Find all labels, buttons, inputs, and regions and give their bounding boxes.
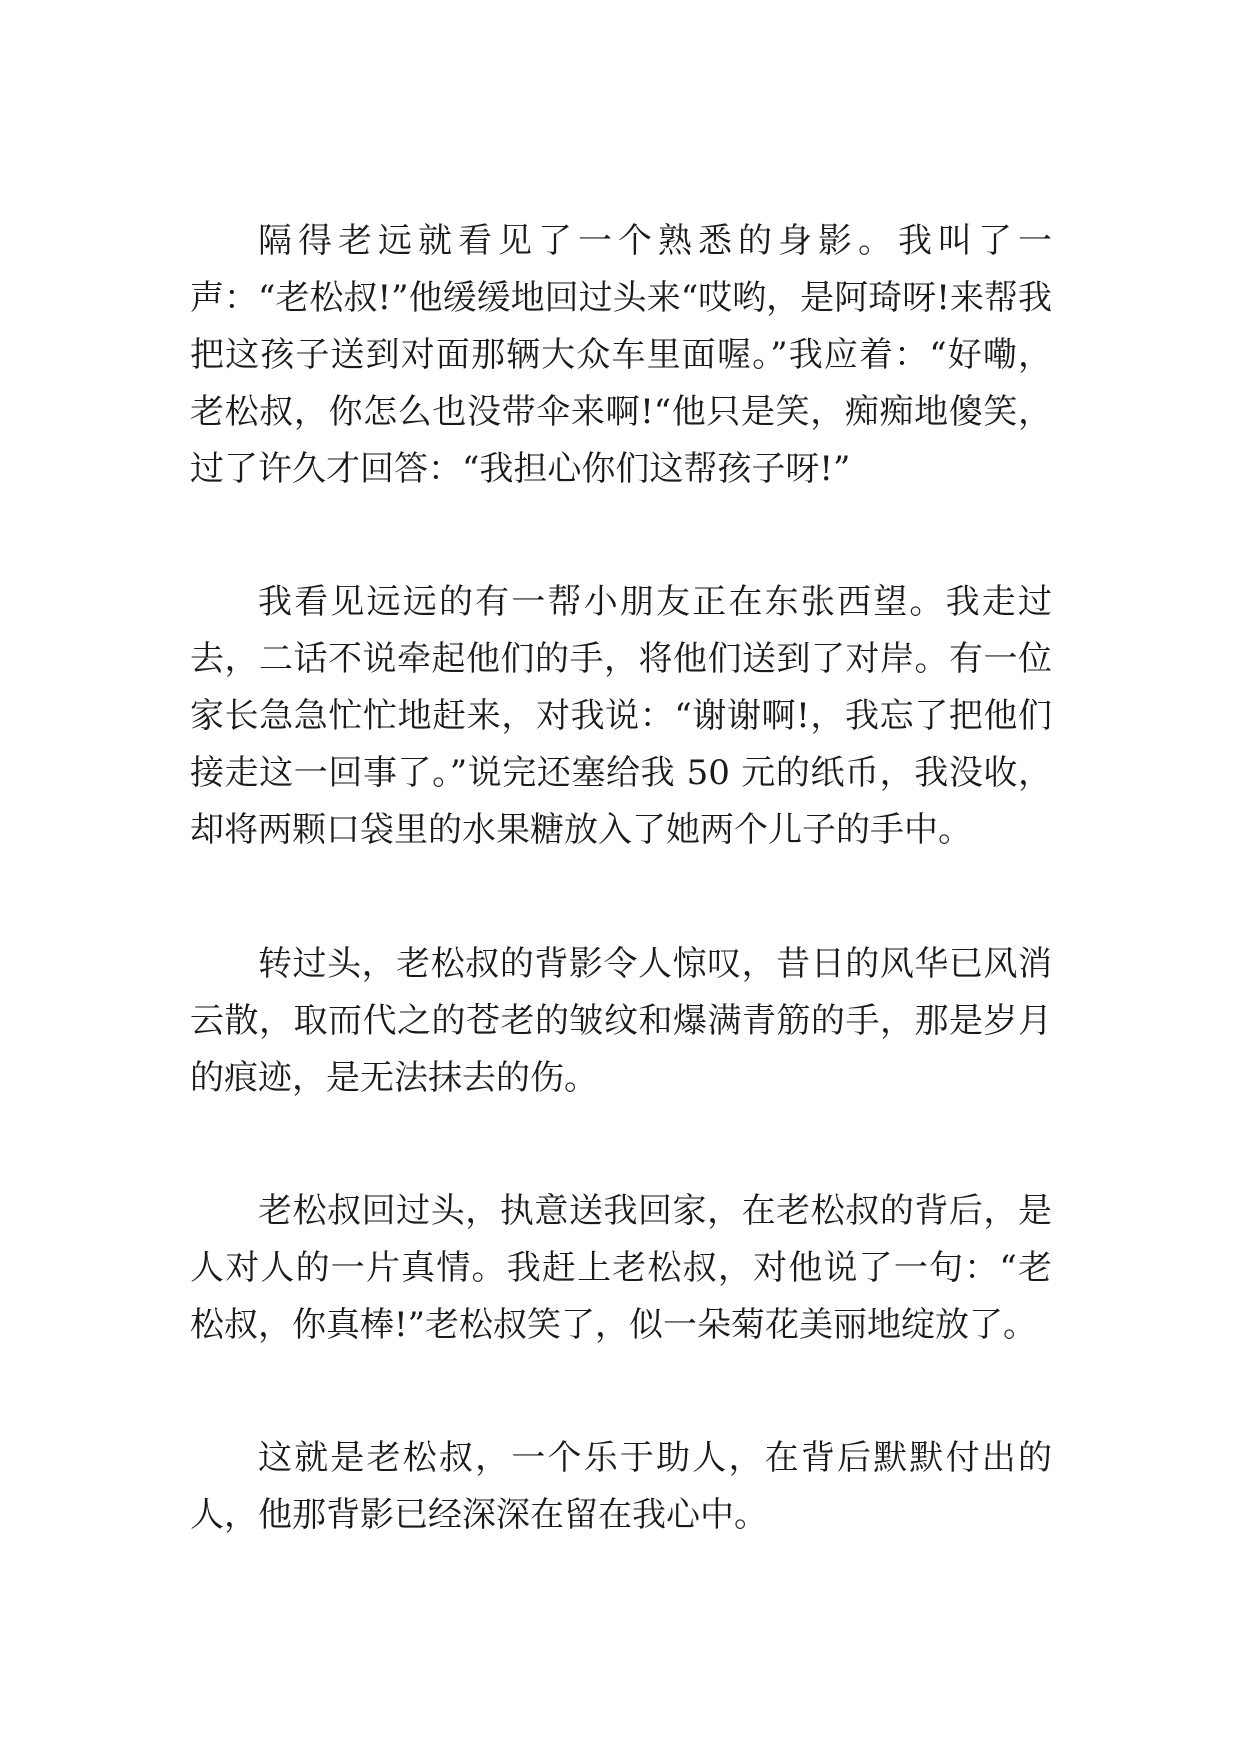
paragraph-3: 转过头，老松叔的背影令人惊叹，昔日的风华已风消云散，取而代之的苍老的皱纹和爆满青筋的手，那是岁月的痕迹，是无法抹去的伤。 [190,944,1052,1098]
paragraph-spacer [190,1107,1052,1183]
paragraph-1: 隔得老远就看见了一个熟悉的身影。我叫了一声：“老松叔!”他缓缓地回过头来“哎哟，是阿琦呀!来帮我把这孩子送到对面那辆大众车里面喔。”我应着：“好嘞，老松叔，你怎么也没带伞来啊!“他只是笑，痴痴地傻笑，过了许久才回答：“我担心你们这帮孩子呀!” [190,221,1052,489]
paragraph-spacer [190,1354,1052,1430]
paragraph-spacer [190,859,1052,936]
paragraph-4: 老松叔回过头，执意送我回家，在老松叔的背后，是人对人的一片真情。我赶上老松叔，对他说了一句：“老松叔，你真棒!”老松叔笑了，似一朵菊花美丽地绽放了。 [190,1191,1052,1345]
paragraph-spacer [190,498,1052,574]
document-body [190,213,1052,1544]
paragraph-2: 我看见远远的有一帮小朋友正在东张西望。我走过去，二话不说牵起他们的手，将他们送到了对岸。有一位家长急急忙忙地赶来，对我说：“谢谢啊!，我忘了把他们接走这一回事了。”说完还塞给我 50 元的纸币，我没收，却将两颗口袋里的水果糖放入了她两个儿子的手中。 [190,582,1052,850]
paragraph-5: 这就是老松叔，一个乐于助人，在背后默默付出的人，他那背影已经深深在留在我心中。 [190,1438,1052,1535]
